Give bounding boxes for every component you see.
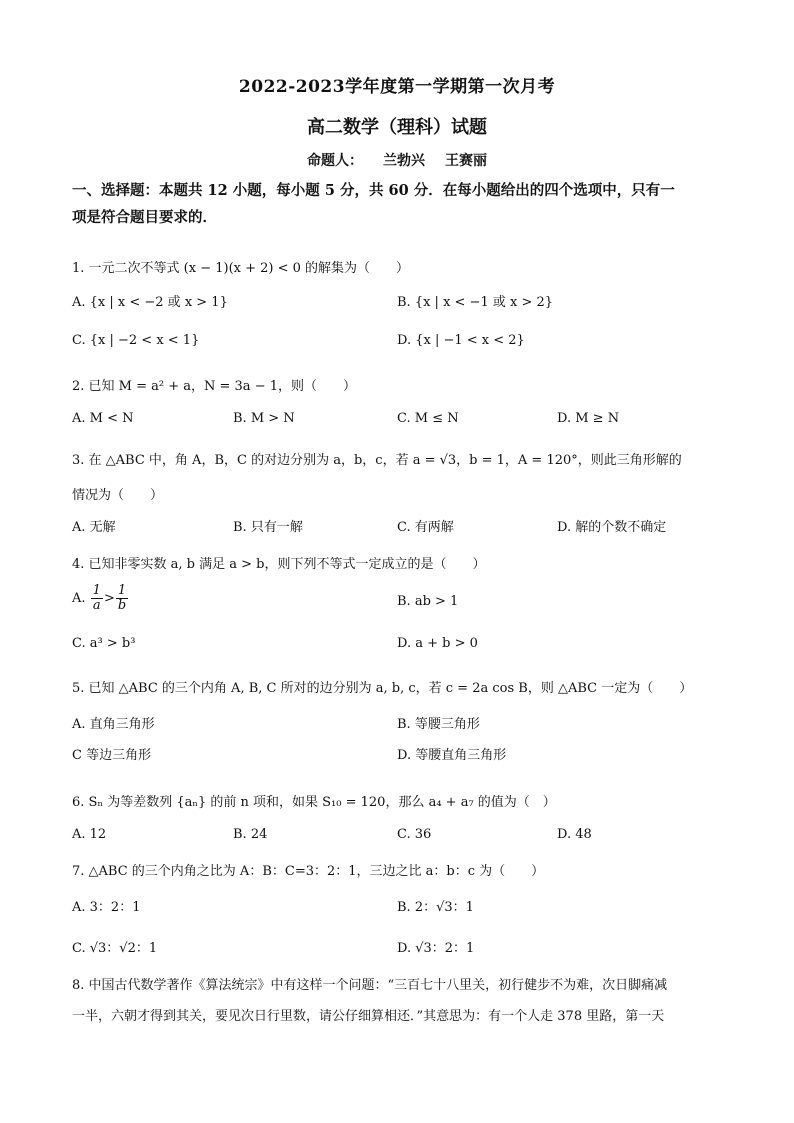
section-heading-line-1: 一、选择题：本题共 12 小题，每小题 5 分，共 60 分．在每小题给出的四个选项中，只有一 xyxy=(72,182,675,199)
q7-option-b: B. 2：√3：1 xyxy=(397,900,474,915)
author-name-2: 王赛丽 xyxy=(445,153,487,169)
q8-line-1: 8. 中国古代数学著作《算法统宗》中有这样一个问题：“三百七十八里关，初行健步不为难，次日脚痛减 xyxy=(72,978,668,993)
q3-option-c: C. 有两解 xyxy=(397,520,454,535)
exam-title: 2022-2023学年度第一学期第一次月考 xyxy=(238,77,556,97)
q3-option-d: D. 解的个数不确定 xyxy=(557,520,667,535)
q4-option-a-prefix: A. xyxy=(72,591,86,606)
q4-stem: 4. 已知非零实数 a, b 满足 a > b，则下列不等式一定成立的是（ ） xyxy=(72,557,486,572)
q6-option-d: D. 48 xyxy=(557,827,592,842)
q6-option-a: A. 12 xyxy=(72,827,107,842)
q1-option-d: D. {x | −1 < x < 2} xyxy=(397,333,525,348)
q6-stem: 6. Sₙ 为等差数列 {aₙ} 的前 n 项和，如果 S₁₀ = 120，那么 a₄ + a₇ 的值为（ ） xyxy=(72,795,556,810)
author-name-1: 兰勃兴 xyxy=(383,153,425,169)
q7-option-c: C. √3：√2：1 xyxy=(72,941,158,956)
q2-option-c: C. M ≤ N xyxy=(397,411,459,426)
q2-option-a: A. M < N xyxy=(72,411,134,426)
q1-option-b: B. {x | x < −1 或 x > 2} xyxy=(397,295,554,310)
q3-option-b: B. 只有一解 xyxy=(233,520,303,535)
q4-fraction-1-over-a: $\frac{1}{a}$ xyxy=(92,583,101,613)
q2-option-b: B. M > N xyxy=(233,411,295,426)
q4-option-b: B. ab > 1 xyxy=(397,594,459,609)
q1-option-c: C. {x | −2 < x < 1} xyxy=(72,333,200,348)
q5-option-c: C 等边三角形 xyxy=(72,748,152,763)
q4-option-a xyxy=(72,584,129,613)
authors-line xyxy=(0,150,794,170)
q1-stem: 1. 一元二次不等式 (x − 1)(x + 2) < 0 的解集为（ ） xyxy=(72,261,410,276)
q5-option-d: D. 等腰直角三角形 xyxy=(397,748,507,763)
authors-label: 命题人： xyxy=(307,153,363,169)
q1-option-a: A. {x | x < −2 或 x > 1} xyxy=(72,295,228,310)
q3-option-a: A. 无解 xyxy=(72,520,116,535)
q4-option-d: D. a + b > 0 xyxy=(397,636,478,651)
q4-fraction-1-over-b: $\frac{1}{b}$ xyxy=(117,583,127,613)
q3-stem-line-2: 情况为（ ） xyxy=(72,488,164,503)
exam-subtitle: 高二数学（理科）试题 xyxy=(307,117,487,138)
q5-option-b: B. 等腰三角形 xyxy=(397,717,480,732)
q8-line-2: 一半，六朝才得到其关，要见次日行里数，请公仔细算相还．”其意思为：有一个人走 378 里路，第一天 xyxy=(72,1009,665,1024)
q4-greater-sign: > xyxy=(103,591,115,606)
q4-option-c: C. a³ > b³ xyxy=(72,636,136,651)
q7-option-d: D. √3：2：1 xyxy=(397,941,475,956)
section-heading xyxy=(72,177,732,231)
q2-stem: 2. 已知 M = a² + a，N = 3a − 1，则（ ） xyxy=(72,379,356,394)
q3-stem-line-1: 3. 在 △ABC 中，角 A，B，C 的对边分别为 a，b，c，若 a = √3，b = 1，A = 120°，则此三角形解的 xyxy=(72,453,682,468)
q7-stem: 7. △ABC 的三个内角之比为 A：B：C=3：2：1，三边之比 a：b：c 为（ ） xyxy=(72,864,545,879)
q7-option-a: A. 3：2：1 xyxy=(72,900,141,915)
q6-option-c: C. 36 xyxy=(397,827,432,842)
q6-option-b: B. 24 xyxy=(233,827,268,842)
q5-stem: 5. 已知 △ABC 的三个内角 A, B, C 所对的边分别为 a, b, c，若 c = 2a cos B，则 △ABC 一定为（ ） xyxy=(72,681,693,696)
q5-option-a: A. 直角三角形 xyxy=(72,717,155,732)
section-heading-line-2: 项是符合题目要求的． xyxy=(72,209,217,226)
q2-option-d: D. M ≥ N xyxy=(557,411,620,426)
